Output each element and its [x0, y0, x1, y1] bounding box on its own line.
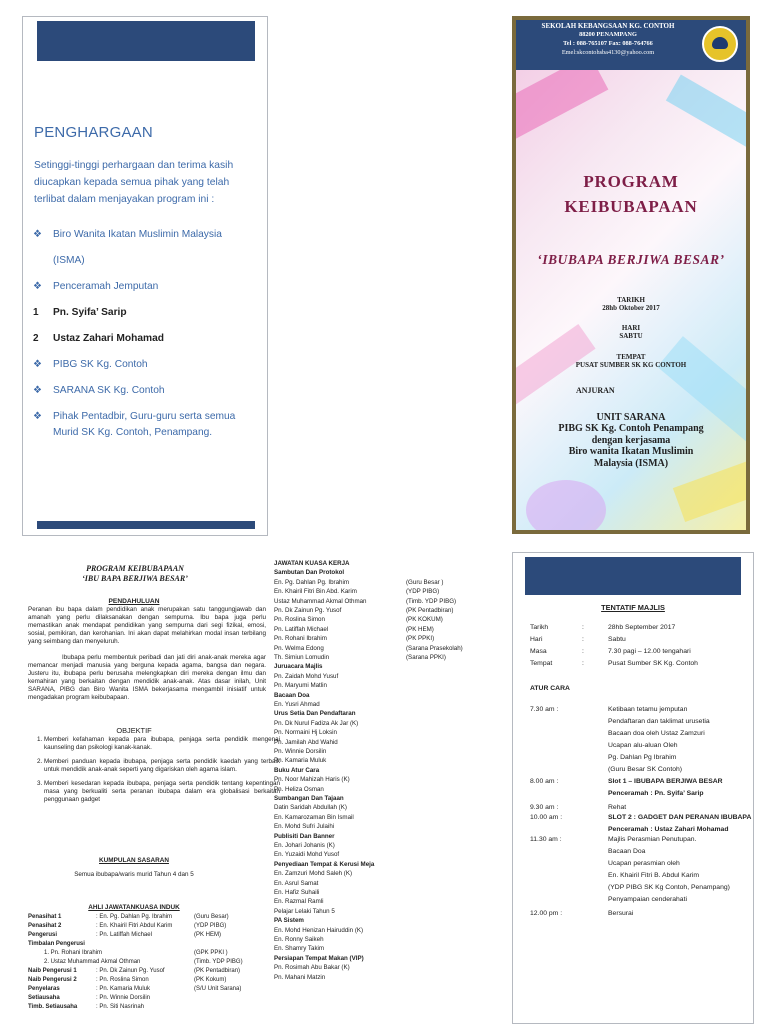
- panel-footer-bar: [37, 521, 255, 529]
- committee-member: Pn. Normaini Hj Loksin: [274, 729, 337, 737]
- committee-member: En. Johari Johanis (K): [274, 842, 335, 849]
- school-logo-icon: [702, 26, 738, 62]
- committee-heading: Juruacara Majlis: [274, 663, 323, 671]
- committee-heading: Sambutan Dan Protokol: [274, 569, 345, 577]
- committee-member: Pn. Rosimah Abu Bakar (K): [274, 964, 350, 972]
- committee-member: En. Hafiz Suhaili: [274, 889, 320, 896]
- committee-member: Pn. Welma Edong (Sarana Prasekolah): [274, 644, 463, 652]
- committee-member: Pelajar Lelaki Tahun 5: [274, 907, 335, 915]
- committee-member: Pn. Jamilah Abd Wahid: [274, 738, 338, 746]
- committee-member: En. Asrul Samat: [274, 879, 319, 887]
- school-postcode: 88200 PENAMPANG: [579, 31, 637, 38]
- committee-panel: [272, 560, 510, 1024]
- list-item: 2 Ustaz Zahari Mohamad: [33, 333, 164, 344]
- committee-member: En. Shamry Takim: [274, 945, 325, 953]
- pendahuluan-heading: PENDAHULUAN: [108, 598, 160, 605]
- committee-member: Pn. Kamaria Muluk: [274, 757, 327, 765]
- sasaran-heading: KUMPULAN SASARAN: [99, 857, 169, 864]
- list-item: ❖ Penceramah Jemputan: [33, 281, 159, 292]
- cover-subtitle: ‘IBUBAPA BERJIWA BESAR’: [537, 252, 725, 267]
- anjuran-label: ANJURAN: [576, 386, 615, 395]
- committee-member: Pn. Heliza Osman: [274, 785, 324, 793]
- table-row: 2. Ustaz Muhammad Akmal Othman (Timb. YDP PIBG): [44, 959, 243, 965]
- committee-member: En. Kamarozaman Bin Ismail: [274, 813, 354, 821]
- cover-panel: [512, 16, 750, 534]
- inner-intro-panel: [0, 556, 280, 1024]
- committee-member: Datin Saridah Abdullah (K): [274, 804, 347, 812]
- diamond-bullet-icon: ❖: [33, 385, 42, 396]
- panel-header-bar: [37, 21, 255, 61]
- committee-heading: PA Sistem: [274, 917, 304, 925]
- committee-heading: Publisiti Dan Banner: [274, 832, 335, 840]
- committee-member: Pn. Noor Mahizah Haris (K): [274, 776, 350, 784]
- inner-title: PROGRAM KEIBUBAPAAN ‘IBU BAPA BERJIWA BESAR’: [82, 564, 188, 583]
- hari-value: SABTU: [619, 332, 643, 340]
- tarikh-value: 28hb Oktober 2017: [602, 304, 660, 312]
- committee-member: En. Mohd Henizan Hairuddin (K): [274, 926, 364, 934]
- school-tel: Tel : 088-765107 Fax: 088-764766: [563, 40, 653, 47]
- committee-member: Pn. Winnie Dorsilin: [274, 748, 327, 755]
- list-item: ❖ Pihak Pentadbir, Guru-guru serta semua Murid SK Kg. Contoh, Penampang.: [33, 411, 236, 438]
- committee-member: Pn. Maryumi Matlin: [274, 682, 327, 690]
- table-row: Naib Pengerusi 2 : Pn. Roslina Simon (PK Kokum): [28, 977, 227, 983]
- committee-member: En. Razmal Ramli: [274, 898, 324, 906]
- table-row: 1. Pn. Rohani Ibrahim (GPK PPKI ): [44, 950, 228, 956]
- organiser-block: UNIT SARANA PIBG SK Kg. Contoh Penampang dengan kerjasama Biro wanita Ikatan Muslimin Malaysia (ISMA): [558, 412, 704, 469]
- penghargaan-panel: [22, 16, 268, 536]
- committee-member: Pn. Latiffah Michael (PK HEM): [274, 625, 434, 633]
- decorative-shape: [526, 480, 606, 530]
- tempat-value: PUSAT SUMBER SK KG CONTOH: [575, 361, 687, 369]
- list-item: ❖ SARANA SK Kg. Contoh: [33, 385, 165, 396]
- decorative-shape: [666, 75, 746, 156]
- committee-member: Pn. Zaidah Mohd Yusuf: [274, 672, 339, 680]
- committee-member: Pn. Mahani Matzin: [274, 973, 326, 981]
- school-name: SEKOLAH KEBANGSAAN KG. CONTOH: [541, 22, 675, 30]
- committee-heading: JAWATAN KUASA KERJA: [274, 560, 350, 567]
- committee-member: Pn. Rohani Ibrahim (PK PPKI): [274, 635, 435, 643]
- list-item: ❖ PIBG SK Kg. Contoh: [33, 359, 148, 370]
- committee-member: Pn. Dk Zainun Pg. Yusof (PK Pentadbiran): [274, 607, 454, 614]
- table-row: Setiausaha : Pn. Winnie Dorsilin: [28, 995, 151, 1001]
- committee-heading: Persiapan Tempat Makan (VIP): [274, 954, 364, 962]
- committee-member: En. Ronny Saikeh: [274, 936, 324, 943]
- committee-member: Th. Simiun Lomudin (Sarana PPKI): [274, 654, 446, 661]
- list-item: 3. Memberi kesedaran kepada ibubapa, penjaga serta pendidik tentang kepentingan masa yang berkualiti serta peranan ibubapa dalam era globalisasi berkaitan penggunaan gadget: [44, 780, 280, 805]
- penghargaan-list: [33, 229, 261, 459]
- committee-heading: Bacaan Doa: [274, 691, 310, 699]
- list-item: 1 Pn. Syifa’ Sarip: [33, 307, 127, 318]
- committee-member: En. Pg. Dahlan Pg. Ibrahim (Guru Besar ): [274, 578, 444, 586]
- committee-member: En. Zamzuri Mohd Saleh (K): [274, 870, 353, 878]
- school-email: Emel:skcontohsba4130@yahoo.com: [561, 49, 655, 56]
- cover-title-line1: PROGRAM: [583, 172, 679, 191]
- objectives-list: [28, 736, 280, 810]
- panel-header-bar: [525, 557, 741, 595]
- committee-member: En. Mohd Sufri Julaihi: [274, 823, 335, 831]
- committee-member: Ustaz Muhammad Akmal Othman (Timb. YDP PIBG): [274, 597, 457, 605]
- list-item: 1. Memberi kefahaman kepada para ibubapa, penjaga serta pendidik mengenai kaunseling dan psikologi kanak-kanak.: [44, 736, 280, 753]
- table-row: Penasihat 1 : En. Pg. Dahlan Pg. Ibrahim (Guru Besar): [28, 914, 229, 920]
- tempat-label: TEMPAT: [616, 353, 646, 361]
- table-row: Timbalan Pengerusi: [28, 941, 85, 947]
- diamond-bullet-icon: ❖: [33, 229, 42, 240]
- committee-member: Pn. Roslina Simon (PK KOKUM): [274, 616, 443, 624]
- table-row: Penyelaras : Pn. Kamaria Muluk (S/U Unit Sarana): [28, 986, 242, 992]
- committee-member: En. Yusri Ahmad: [274, 701, 320, 708]
- decorative-shape: [516, 70, 608, 146]
- diamond-bullet-icon: ❖: [33, 281, 42, 292]
- committee-heading: Sumbangan Dan Tajaan: [274, 795, 344, 802]
- ajk-table: [28, 914, 245, 1013]
- penghargaan-intro: Setinggi-tinggi perhargaan dan terima kasih diucapkan kepada semua pihak yang telah terlibat dalam menjayakan program ini :: [34, 160, 234, 205]
- list-item: 2. Memberi panduan kepada ibubapa, penjaga serta pendidik kaedah yang terbaik untuk mendidik anak-anak seperti yang digariskan oleh agama islam.: [44, 758, 280, 775]
- committee-heading: Urus Setia Dan Pendaftaran: [274, 710, 356, 718]
- sasaran-text: Semua ibubapa/waris murid Tahun 4 dan 5: [74, 871, 194, 878]
- diamond-bullet-icon: ❖: [33, 411, 42, 422]
- objektif-heading: OBJEKTIF: [116, 726, 152, 735]
- diamond-bullet-icon: ❖: [33, 359, 42, 370]
- committee-heading: Buku Atur Cara: [274, 766, 320, 774]
- table-row: Pengerusi : Pn. Latiffah Michael (PK HEM): [28, 932, 221, 938]
- committee-member: Pn. Dk Nurul Fadiza Ak Jar (K): [274, 719, 359, 727]
- hari-label: HARI: [621, 324, 641, 332]
- tarikh-label: TARIKH: [617, 296, 645, 304]
- tentatif-panel: TENTATIF MAJLIS Tarikh : 28hb September 2017 Hari : Sabtu Masa : 7.30 pagi – 12.00 tengahari Tempat : Pusat Sumber SK Kg. Contoh ATUR CARA 7.30 am : Ketibaan tetamu jemputan Pendaftaran dan taklimat urusetia Bacaan doa oleh Ustaz Zamzuri Ucapan alu-aluan Oleh Pg. Dahlan Pg Ibrahim (Guru Besar SK Contoh) 8.00 am : Slot 1 – IBUBAPA BERJIWA BESAR Penceramah : Pn. Syifa’ Sarip 9.30 am : Rehat 10.00 am : SLOT 2 : GADGET DAN PERANAN IBUBAPA Penceramah : Ustaz Zahari Mohamad 11.30 am : Majlis Perasmian Penutupan. Bacaan Doa Ucapan perasmian oleh En. Khairil Fitri B. Abdul Karim (YDP PIBG SK Kg Contoh, Penampang) Penyampaian cenderahati 12.00 pm : Bersurai: [512, 552, 754, 1024]
- ajk-heading: AHLI JAWATANKUASA INDUK: [88, 904, 180, 911]
- pendahuluan-para-1: Peranan ibu bapa dalam pendidikan anak merupakan satu tanggungjawab dan amanah yang perlu dilaksanakan dengan sempurna. Ibu bapa juga perlu memastikan anak mendapat pendidikan yang sempurna dari segi fizikal, emosi, sosial, pemikiran, dan kerohanian. Ini akan dapat melahirkan modal insan terbilang yang seimbang dan menyeluruh.: [28, 606, 266, 645]
- list-item: ❖ Biro Wanita Ikatan Muslimin Malaysia: [33, 229, 222, 240]
- penghargaan-title: PENGHARGAAN: [34, 124, 153, 141]
- table-row: Timb. Setiausaha : Pn. Siti Nasrinah: [28, 1004, 145, 1010]
- list-item: (ISMA): [53, 255, 85, 266]
- table-row: Naib Pengerusi 1 : Pn. Dk Zainun Pg. Yusof (PK Pentadbiran): [28, 968, 241, 974]
- committee-member: En. Khairil Fitri Bin Abd. Karim (YDP PIBG): [274, 588, 440, 596]
- cover-header: [516, 20, 746, 70]
- committee-member: En. Yuzaidi Mohd Yusof: [274, 851, 340, 859]
- table-row: Penasihat 2 : En. Khairil Fitri Abdul Karim (YDP PIBG): [28, 923, 227, 929]
- tentatif-title: TENTATIF MAJLIS: [601, 603, 665, 612]
- pendahuluan-para-2: Ibubapa perlu membentuk peribadi dan jati diri anak-anak mereka agar memancar menjadi manusia yang berguna kepada agama, bangsa dan negara. Justeru itu, ibubapa perlu berusaha melengkapkan diri mereka dengan ilmu dan kemahiran yang berkaitan dengan mendidik anak-anak. Atas dasar inilah, Unit SARANA, PIBG dan Biro Wanita ISMA bekerjasama mengambil inisiatif untuk mengadakan program keibubapaan.: [28, 654, 266, 701]
- atur-cara-heading: ATUR CARA: [530, 685, 570, 692]
- cover-title-line2: KEIBUBAPAAN: [564, 197, 698, 216]
- committee-heading: Penyediaan Tempat & Kerusi Meja: [274, 860, 375, 868]
